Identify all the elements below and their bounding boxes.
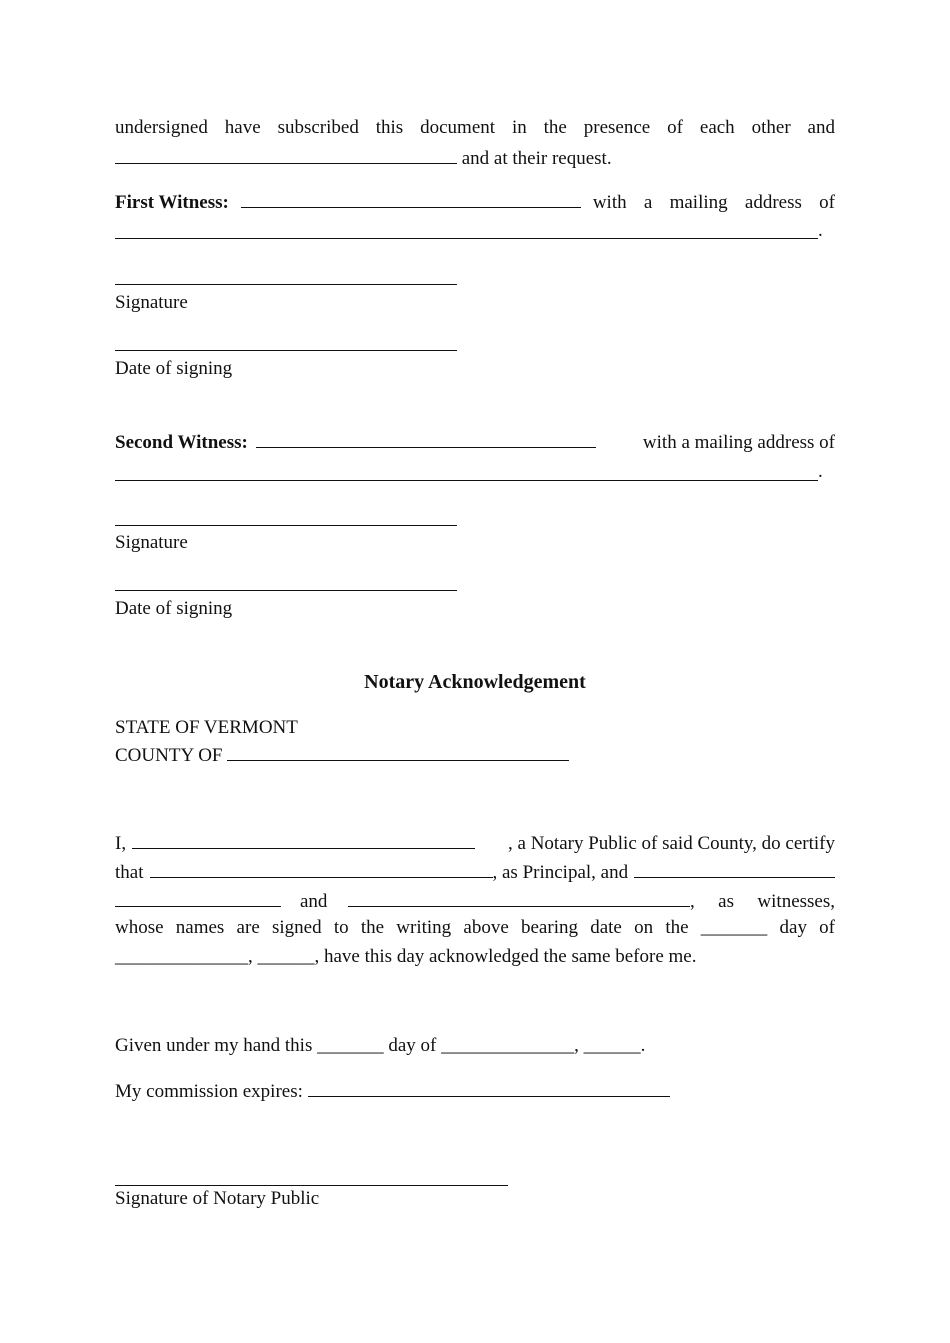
commission-field[interactable]	[308, 1079, 670, 1097]
notary-line-2-start: that	[115, 862, 144, 883]
first-witness-name-field[interactable]	[241, 190, 581, 208]
witness-1-name-field[interactable]	[634, 860, 835, 878]
notary-line-1	[115, 831, 835, 855]
second-witness-name-field[interactable]	[256, 430, 596, 448]
notary-line-3-end: , as witnesses,	[690, 891, 835, 912]
first-witness-date-label: Date of signing	[115, 358, 233, 379]
first-witness-label: First Witness:	[115, 192, 229, 213]
notary-line-3	[115, 889, 835, 913]
notary-name-field[interactable]	[132, 831, 475, 849]
county-label: COUNTY OF	[115, 745, 223, 766]
notary-line-2	[115, 860, 835, 884]
second-witness-signature-field[interactable]	[115, 525, 457, 526]
first-witness-mailing-text: with a mailing address of	[592, 192, 835, 213]
first-witness-address-field[interactable]	[115, 238, 818, 239]
witness-intro-tail: and at their request.	[457, 148, 612, 169]
first-witness-signature-field[interactable]	[115, 284, 457, 285]
notary-heading: Notary Acknowledgement	[364, 671, 586, 693]
county-field[interactable]	[227, 743, 569, 761]
county-line	[115, 743, 835, 767]
notary-line-4: whose names are signed to the writing above bearing date on the _______ day of	[115, 917, 835, 938]
notary-signature-label: Signature of Notary Public	[115, 1188, 320, 1209]
witness-intro-line-1: undersigned have subscribed this document in the presence of each other and	[115, 117, 835, 138]
notary-line-1-end: , a Notary Public of said County, do certify	[508, 833, 835, 854]
witness-1-name-field-cont[interactable]	[115, 889, 281, 907]
second-witness-mailing-text: with a mailing address of	[642, 432, 835, 453]
given-line: Given under my hand this _______ day of ______________, ______.	[115, 1035, 646, 1056]
second-witness-address-field[interactable]	[115, 480, 818, 481]
blank-line[interactable]	[115, 146, 457, 164]
notary-signature-field[interactable]	[115, 1185, 508, 1186]
second-witness-date-label: Date of signing	[115, 598, 233, 619]
commission-line	[115, 1079, 835, 1103]
period: .	[818, 461, 823, 482]
second-witness-label: Second Witness:	[115, 432, 248, 453]
period: .	[818, 220, 823, 241]
principal-field[interactable]	[150, 860, 493, 878]
first-witness-line	[115, 190, 835, 214]
commission-label: My commission expires:	[115, 1081, 303, 1102]
notary-line-2-middle: , as Principal, and	[492, 862, 629, 883]
notary-line-1-start: I,	[115, 833, 127, 854]
witness-2-name-field[interactable]	[348, 889, 690, 907]
first-witness-date-field[interactable]	[115, 350, 457, 351]
second-witness-date-field[interactable]	[115, 590, 457, 591]
second-witness-signature-label: Signature	[115, 532, 188, 553]
witness-intro-line-2	[115, 146, 835, 170]
and-text: and	[300, 891, 328, 912]
first-witness-signature-label: Signature	[115, 292, 188, 313]
second-witness-line	[115, 430, 835, 454]
state-line: STATE OF VERMONT	[115, 717, 298, 738]
notary-line-5: ______________, ______, have this day acknowledged the same before me.	[115, 946, 697, 967]
